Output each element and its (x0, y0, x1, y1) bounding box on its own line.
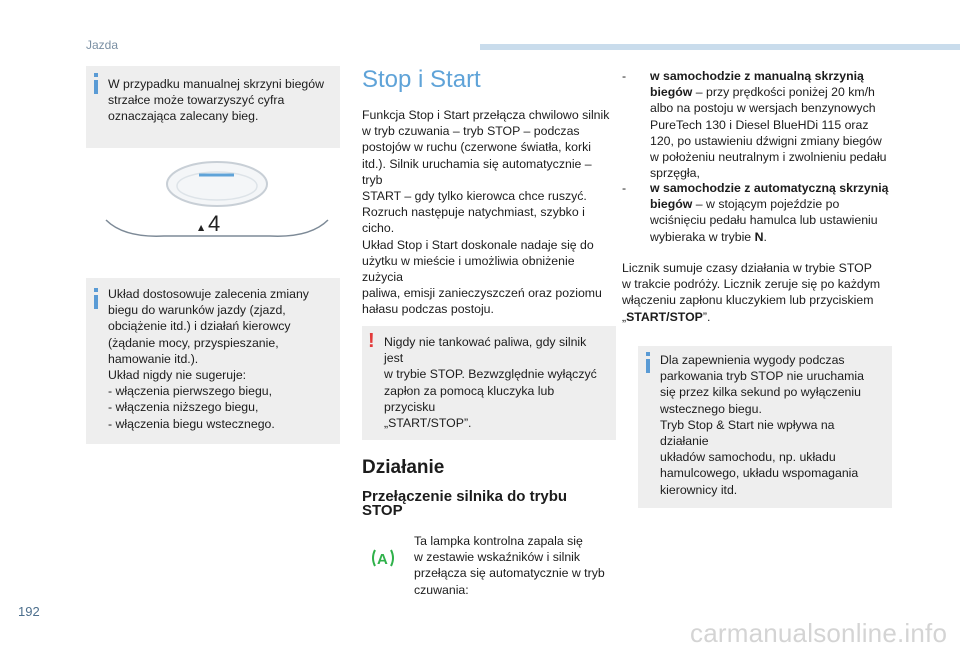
intro-paragraph: Funkcja Stop i Start przełącza chwilowo silnik w tryb czuwania – tryb STOP – podczas postojów w ruchu (czerwone światła, korki itd.). Silnik uruchamia się automatycznie – tryb START – gdy tylko kierowca chce ruszyć. Rozruch następuje natychmiast, szybko i cicho. Układ Stop i Start doskonale nadaje się do użytku w mieście i umożliwia obniżenie zużycia paliwa, emisji zanieczyszczeń oraz poziomu hałasu podczas postoju. (362, 108, 610, 317)
page-title: Stop i Start (362, 66, 481, 93)
warning-text: Nigdy nie tankować paliwa, gdy silnik jest w trybie STOP. Bezwzględnie wyłączyć zapłon za pomocą kluczyka lub przycisku „START/STOP”. (384, 335, 597, 431)
indicator-description: Ta lampka kontrolna zapala się w zestawie wskaźników i silnik przełącza się automatycznie w tryb czuwania: (414, 534, 605, 597)
list-item-end: . (763, 229, 767, 244)
recommended-gear-digit: 4 (208, 211, 221, 236)
warning-box (362, 326, 616, 440)
gear-up-arrow: ▲ (198, 223, 205, 232)
indicator-letter: A (377, 551, 388, 568)
counter-text: Licznik sumuje czasy działania w trybie STOP w trakcie podróży. Licznik zeruje się po każdym włączeniu zapłonu kluczykiem lub przyciskiem „ (622, 261, 881, 324)
list-item-bold: w samochodzie z manualną skrzynią biegów (650, 69, 864, 100)
info-marker (94, 80, 98, 94)
list-item-automatic (622, 180, 892, 250)
list-dash: - (622, 69, 627, 83)
list-item-text: – w stojącym pojeździe po wciśnięciu pedału hamulca lub ustawieniu wybieraka w trybie (650, 197, 878, 244)
info-marker (646, 359, 650, 373)
header-bar (480, 44, 960, 50)
list-item-bold-end: N (754, 229, 764, 244)
counter-paragraph (622, 260, 902, 325)
info-box-text: Dla zapewnienia wygody podczas parkowania tryb STOP nie uruchamia się przez kilka sekund po wyłączeniu wstecznego biegu. Tryb Stop & Start nie wpływa na działanie układów samochodu, np. układu hamulcowego, układu wspomagania kierownicy itd. (660, 353, 864, 497)
info-box-parking (638, 346, 892, 508)
heading-dzialanie: Działanie (362, 457, 445, 478)
stop-start-indicator-icon (370, 548, 396, 568)
info-marker-dot (646, 352, 650, 356)
info-marker (94, 295, 98, 309)
info-box-gear-digit (86, 66, 340, 148)
info-box-text: Układ dostosowuje zalecenia zmiany biegu do warunków jazdy (zjazd, obciążenie itd.) i działań kierowcy (żądanie mocy, przyspieszanie, hamowanie itd.). Układ nigdy nie sugeruje: - włączenia pierwszego biegu, - włączenia niższego biegu, - włączenia biegu wstecznego. (108, 287, 309, 431)
warning-icon: ! (368, 330, 375, 352)
watermark: carmanualsonline.info (690, 618, 948, 648)
list-content (650, 68, 890, 181)
info-box-gear-advice (86, 278, 340, 444)
info-box-text: W przypadku manualnej skrzyni biegów strzałce może towarzyszyć cyfra oznaczająca zalecany bieg. (108, 77, 324, 124)
list-item-bold: w samochodzie z automatyczną skrzynią biegów (650, 181, 889, 212)
list-item-text: – przy prędkości poniżej 20 km/h albo na postoju w wersjach benzynowych PureTech 130 i Diesel BlueHDi 115 oraz 120, po ustawieniu dźwigni zmiany biegów w położeniu neutralnym i zwolnieniu pedału sprzęgła, (650, 85, 887, 181)
list-dash: - (622, 181, 627, 195)
instrument-display-illustration (104, 160, 330, 246)
counter-bold: START/STOP (626, 309, 703, 324)
section-header: Jazda (86, 38, 119, 52)
page-number: 192 (18, 604, 40, 619)
heading-stop-mode: Przełączenie silnika do trybu STOP (362, 488, 568, 519)
list-content (650, 180, 890, 245)
info-marker-dot (94, 288, 98, 292)
info-marker-dot (94, 73, 98, 77)
counter-end: ”. (702, 309, 711, 324)
